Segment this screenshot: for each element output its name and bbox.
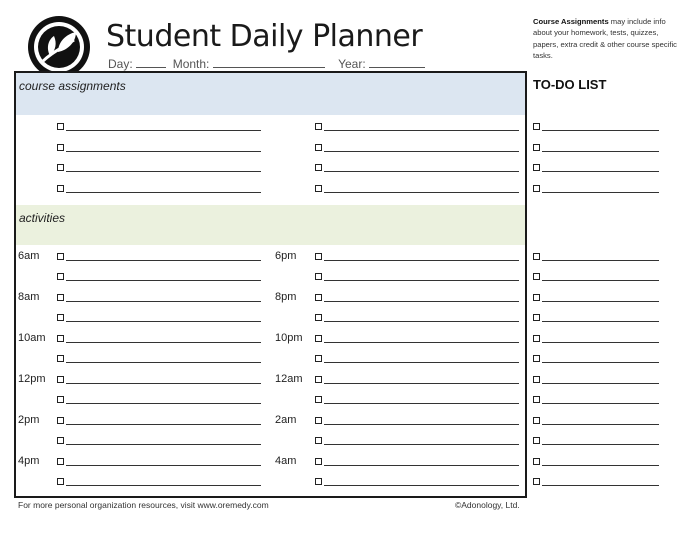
- month-blank[interactable]: [213, 57, 325, 68]
- left-activity-line-3[interactable]: [57, 313, 261, 324]
- course-assignments-label: course assignments: [19, 79, 126, 93]
- time-left-5: 4pm: [18, 455, 40, 467]
- checkbox-icon[interactable]: [533, 355, 540, 362]
- time-right-4: 2am: [275, 414, 297, 426]
- day-blank[interactable]: [136, 57, 166, 68]
- checkbox-icon[interactable]: [533, 314, 540, 321]
- right-activity-line-9[interactable]: [315, 436, 519, 447]
- checkbox-icon[interactable]: [315, 144, 322, 151]
- write-line[interactable]: [324, 342, 519, 343]
- write-line[interactable]: [324, 444, 519, 445]
- write-line[interactable]: [66, 444, 261, 445]
- checkbox-icon[interactable]: [315, 355, 322, 362]
- todo-assignment-line-1[interactable]: [533, 143, 659, 154]
- leaf-logo-icon: [28, 16, 90, 78]
- todo-activity-line-10[interactable]: [533, 457, 659, 468]
- right-activity-line-6[interactable]: [315, 375, 519, 386]
- checkbox-icon[interactable]: [533, 185, 540, 192]
- write-line[interactable]: [66, 383, 261, 384]
- write-line[interactable]: [66, 342, 261, 343]
- todo-assignment-line-3[interactable]: [533, 184, 659, 195]
- todo-assignment-line-0[interactable]: [533, 122, 659, 133]
- checkbox-icon[interactable]: [533, 253, 540, 260]
- time-right-5: 4am: [275, 455, 297, 467]
- checkbox-icon[interactable]: [533, 437, 540, 444]
- write-line[interactable]: [66, 301, 261, 302]
- write-line[interactable]: [324, 403, 519, 404]
- left-activity-line-10[interactable]: [57, 457, 261, 468]
- write-line[interactable]: [542, 301, 659, 302]
- todo-activity-line-0[interactable]: [533, 252, 659, 263]
- footer-right: ©Adonology, Ltd.: [455, 500, 520, 510]
- time-right-1: 8pm: [275, 291, 297, 303]
- checkbox-icon[interactable]: [315, 294, 322, 301]
- todo-activity-line-4[interactable]: [533, 334, 659, 345]
- write-line[interactable]: [542, 321, 659, 322]
- checkbox-icon[interactable]: [57, 376, 64, 383]
- write-line[interactable]: [542, 130, 659, 131]
- checkbox-icon[interactable]: [533, 144, 540, 151]
- left-activity-line-8[interactable]: [57, 416, 261, 427]
- time-left-2: 10am: [18, 332, 46, 344]
- right-assignment-line-3[interactable]: [315, 184, 519, 195]
- checkbox-icon[interactable]: [57, 185, 64, 192]
- checkbox-icon[interactable]: [57, 294, 64, 301]
- write-line[interactable]: [324, 280, 519, 281]
- right-activity-line-8[interactable]: [315, 416, 519, 427]
- right-assignment-line-0[interactable]: [315, 122, 519, 133]
- time-left-1: 8am: [18, 291, 40, 303]
- left-assignment-line-2[interactable]: [57, 163, 261, 174]
- checkbox-icon[interactable]: [57, 458, 64, 465]
- write-line[interactable]: [542, 171, 659, 172]
- write-line[interactable]: [542, 192, 659, 193]
- checkbox-icon[interactable]: [57, 396, 64, 403]
- write-line[interactable]: [542, 424, 659, 425]
- checkbox-icon[interactable]: [315, 273, 322, 280]
- write-line[interactable]: [324, 362, 519, 363]
- course-assignments-note: [533, 16, 683, 62]
- left-activity-line-9[interactable]: [57, 436, 261, 447]
- left-activity-line-4[interactable]: [57, 334, 261, 345]
- write-line[interactable]: [66, 362, 261, 363]
- todo-activity-line-7[interactable]: [533, 395, 659, 406]
- write-line[interactable]: [66, 465, 261, 466]
- write-line[interactable]: [66, 151, 261, 152]
- write-line[interactable]: [66, 321, 261, 322]
- write-line[interactable]: [542, 342, 659, 343]
- write-line[interactable]: [542, 485, 659, 486]
- right-activity-line-1[interactable]: [315, 272, 519, 283]
- write-line[interactable]: [324, 321, 519, 322]
- checkbox-icon[interactable]: [533, 478, 540, 485]
- year-label: Year:: [338, 57, 366, 71]
- planner-frame: [14, 71, 527, 498]
- right-activity-line-3[interactable]: [315, 313, 519, 324]
- day-label: Day:: [108, 57, 133, 71]
- write-line[interactable]: [324, 130, 519, 131]
- write-line[interactable]: [324, 465, 519, 466]
- left-activity-line-0[interactable]: [57, 252, 261, 263]
- time-left-3: 12pm: [18, 373, 46, 385]
- checkbox-icon[interactable]: [57, 164, 64, 171]
- write-line[interactable]: [324, 301, 519, 302]
- write-line[interactable]: [324, 260, 519, 261]
- checkbox-icon[interactable]: [533, 123, 540, 130]
- write-line[interactable]: [324, 171, 519, 172]
- write-line[interactable]: [542, 260, 659, 261]
- checkbox-icon[interactable]: [315, 437, 322, 444]
- checkbox-icon[interactable]: [315, 478, 322, 485]
- write-line[interactable]: [542, 362, 659, 363]
- checkbox-icon[interactable]: [315, 417, 322, 424]
- right-activity-line-5[interactable]: [315, 354, 519, 365]
- checkbox-icon[interactable]: [57, 355, 64, 362]
- checkbox-icon[interactable]: [57, 335, 64, 342]
- time-left-0: 6am: [18, 250, 40, 262]
- checkbox-icon[interactable]: [533, 396, 540, 403]
- checkbox-icon[interactable]: [315, 396, 322, 403]
- activities-label: activities: [19, 211, 66, 225]
- write-line[interactable]: [324, 424, 519, 425]
- date-line: [108, 57, 425, 71]
- write-line[interactable]: [66, 130, 261, 131]
- checkbox-icon[interactable]: [315, 458, 322, 465]
- checkbox-icon[interactable]: [315, 253, 322, 260]
- left-activity-line-2[interactable]: [57, 293, 261, 304]
- checkbox-icon[interactable]: [533, 335, 540, 342]
- right-assignment-line-2[interactable]: [315, 163, 519, 174]
- write-line[interactable]: [66, 171, 261, 172]
- time-right-3: 12am: [275, 373, 303, 385]
- left-assignment-line-1[interactable]: [57, 143, 261, 154]
- checkbox-icon[interactable]: [533, 294, 540, 301]
- right-activity-line-10[interactable]: [315, 457, 519, 468]
- year-blank[interactable]: [369, 57, 425, 68]
- footer-left: For more personal organization resources, visit www.oremedy.com: [18, 500, 269, 510]
- todo-activity-line-5[interactable]: [533, 354, 659, 365]
- write-line[interactable]: [324, 151, 519, 152]
- write-line[interactable]: [66, 280, 261, 281]
- activities-band: [16, 205, 525, 245]
- write-line[interactable]: [324, 485, 519, 486]
- todo-activity-line-9[interactable]: [533, 436, 659, 447]
- checkbox-icon[interactable]: [315, 376, 322, 383]
- todo-assignment-line-2[interactable]: [533, 163, 659, 174]
- right-activity-line-4[interactable]: [315, 334, 519, 345]
- time-left-4: 2pm: [18, 414, 40, 426]
- time-right-0: 6pm: [275, 250, 297, 262]
- course-assignments-band: [16, 73, 525, 115]
- note-bold: Course Assignments: [533, 17, 609, 26]
- todo-activity-line-3[interactable]: [533, 313, 659, 324]
- todo-activity-line-1[interactable]: [533, 272, 659, 283]
- write-line[interactable]: [66, 485, 261, 486]
- right-activity-line-7[interactable]: [315, 395, 519, 406]
- checkbox-icon[interactable]: [57, 144, 64, 151]
- checkbox-icon[interactable]: [57, 123, 64, 130]
- right-assignment-line-1[interactable]: [315, 143, 519, 154]
- checkbox-icon[interactable]: [57, 273, 64, 280]
- write-line[interactable]: [542, 383, 659, 384]
- left-activity-line-5[interactable]: [57, 354, 261, 365]
- left-assignment-line-3[interactable]: [57, 184, 261, 195]
- left-activity-line-1[interactable]: [57, 272, 261, 283]
- checkbox-icon[interactable]: [315, 123, 322, 130]
- checkbox-icon[interactable]: [315, 335, 322, 342]
- checkbox-icon[interactable]: [57, 478, 64, 485]
- left-activity-line-11[interactable]: [57, 477, 261, 488]
- checkbox-icon[interactable]: [533, 273, 540, 280]
- checkbox-icon[interactable]: [315, 314, 322, 321]
- month-label: Month:: [172, 57, 210, 71]
- write-line[interactable]: [66, 192, 261, 193]
- left-activity-line-6[interactable]: [57, 375, 261, 386]
- checkbox-icon[interactable]: [533, 417, 540, 424]
- checkbox-icon[interactable]: [57, 253, 64, 260]
- right-activity-line-2[interactable]: [315, 293, 519, 304]
- todo-activity-line-2[interactable]: [533, 293, 659, 304]
- todo-list-title: TO-DO LIST: [533, 77, 607, 92]
- write-line[interactable]: [66, 403, 261, 404]
- write-line[interactable]: [66, 424, 261, 425]
- write-line[interactable]: [542, 151, 659, 152]
- left-activity-line-7[interactable]: [57, 395, 261, 406]
- checkbox-icon[interactable]: [533, 376, 540, 383]
- time-right-2: 10pm: [275, 332, 303, 344]
- write-line[interactable]: [542, 280, 659, 281]
- write-line[interactable]: [66, 260, 261, 261]
- note-text: may include info about your homework, tests, quizzes, papers, extra credit & other course specific tasks.: [533, 17, 677, 61]
- write-line[interactable]: [542, 444, 659, 445]
- checkbox-icon[interactable]: [57, 437, 64, 444]
- todo-activity-line-11[interactable]: [533, 477, 659, 488]
- checkbox-icon[interactable]: [533, 458, 540, 465]
- checkbox-icon[interactable]: [315, 185, 322, 192]
- todo-activity-line-6[interactable]: [533, 375, 659, 386]
- right-activity-line-0[interactable]: [315, 252, 519, 263]
- right-activity-line-11[interactable]: [315, 477, 519, 488]
- write-line[interactable]: [324, 192, 519, 193]
- checkbox-icon[interactable]: [533, 164, 540, 171]
- checkbox-icon[interactable]: [57, 417, 64, 424]
- todo-activity-line-8[interactable]: [533, 416, 659, 427]
- left-assignment-line-0[interactable]: [57, 122, 261, 133]
- write-line[interactable]: [542, 403, 659, 404]
- checkbox-icon[interactable]: [315, 164, 322, 171]
- checkbox-icon[interactable]: [57, 314, 64, 321]
- write-line[interactable]: [324, 383, 519, 384]
- page-title: Student Daily Planner: [106, 19, 423, 54]
- write-line[interactable]: [542, 465, 659, 466]
